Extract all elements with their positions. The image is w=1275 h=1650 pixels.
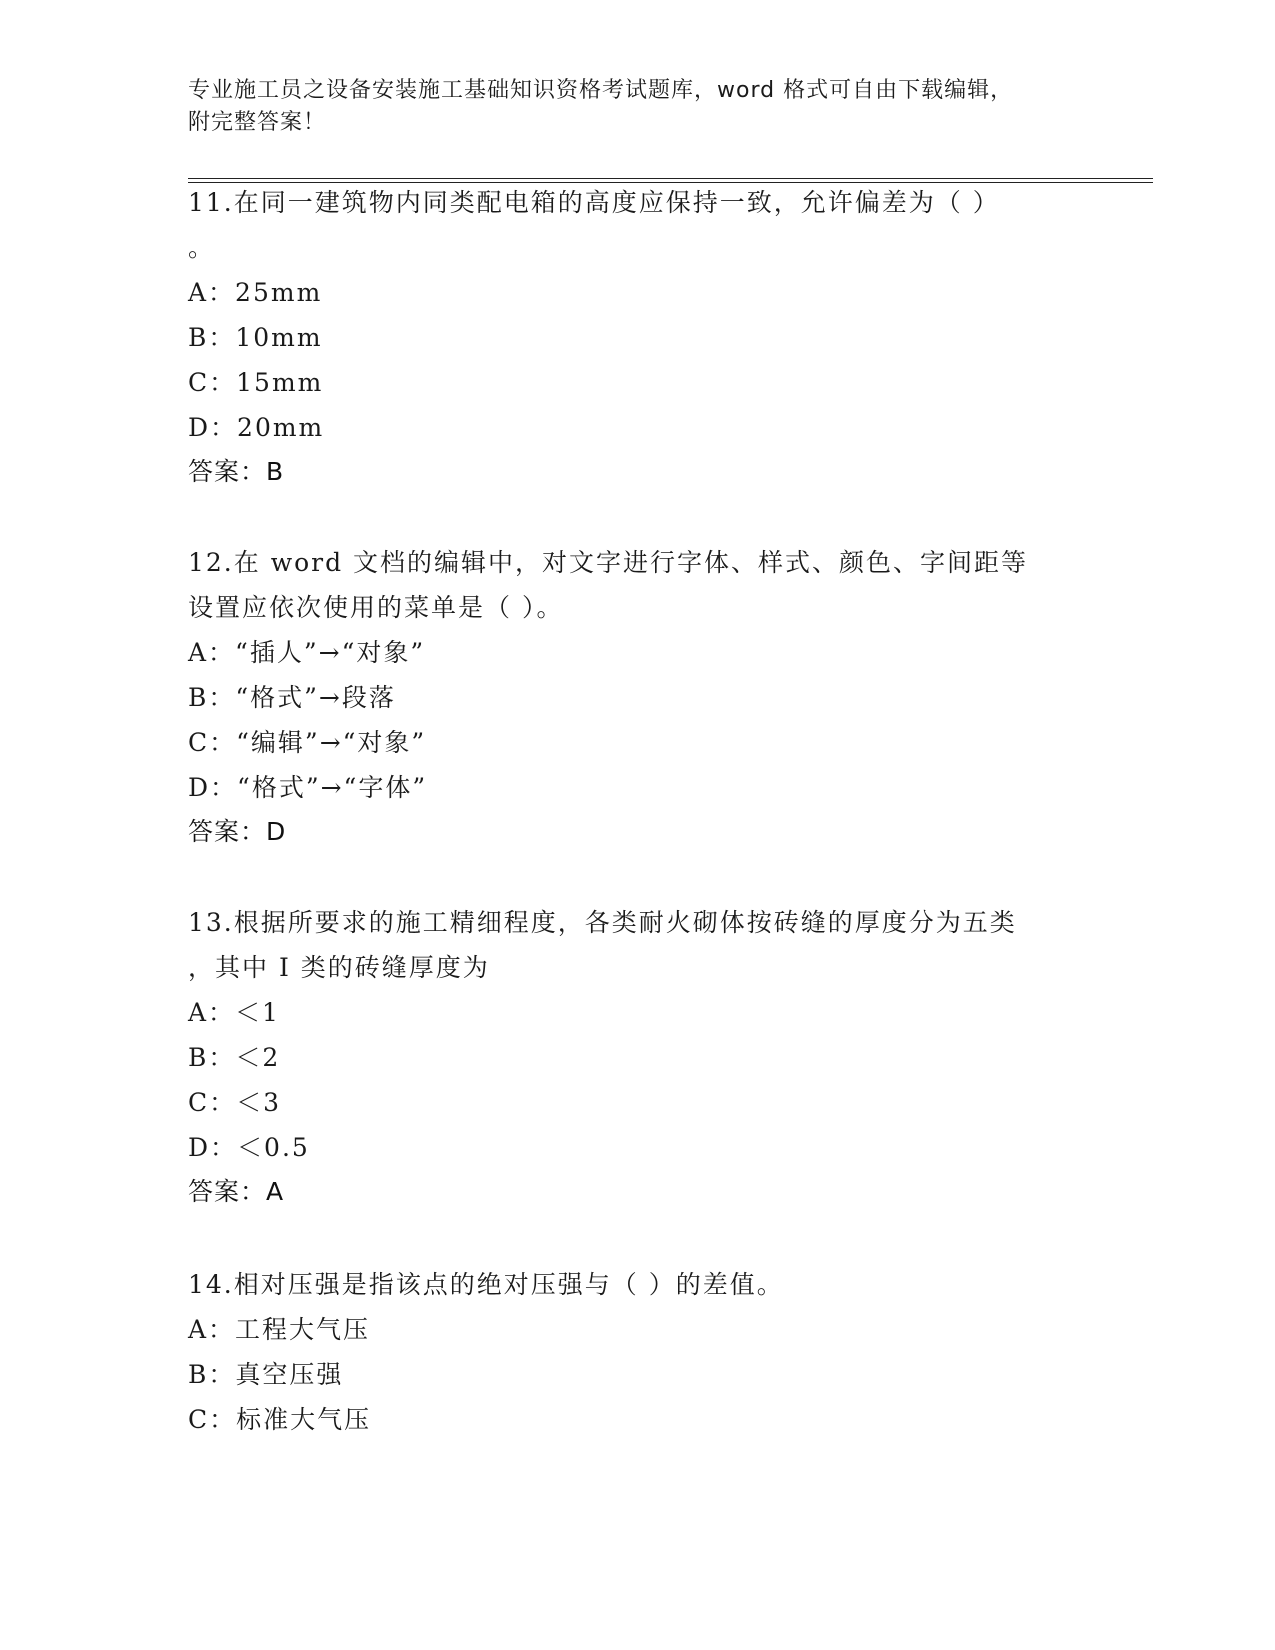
question-stem-line: 11.在同一建筑物内同类配电箱的高度应保持一致，允许偏差为（ ） [188,188,1000,217]
answer-line: 答案：A [188,1177,285,1206]
question-13 [188,900,1088,1214]
option-a: A：工程大气压 [188,1315,371,1344]
option-b: B：＜2 [188,1043,281,1072]
option-b: B：10mm [188,323,323,352]
question-stem-line: 设置应依次使用的菜单是（ ）。 [188,593,564,622]
question-12 [188,540,1088,854]
question-14 [188,1262,1088,1442]
option-a: A：＜1 [188,998,280,1027]
option-b: B：“格式”→段落 [188,683,396,712]
header-line-1: 专业施工员之设备安装施工基础知识资格考试题库，word 格式可自由下载编辑， [188,78,1014,103]
option-c: C：标准大气压 [188,1405,372,1434]
answer-line: 答案：D [188,817,287,846]
option-a: A：“插人”→“对象” [188,638,426,667]
question-stem-line: 。 [188,233,216,262]
option-d: D：“格式”→“字体” [188,773,428,802]
question-11 [188,180,1088,494]
option-c: C：15mm [188,368,324,397]
header-divider-top [188,178,1153,179]
document-header [188,75,1088,139]
option-c: C：＜3 [188,1088,282,1117]
option-c: C：“编辑”→“对象” [188,728,427,757]
header-line-2: 附完整答案！ [188,110,327,135]
question-stem-line: 14.相对压强是指该点的绝对压强与（ ）的差值。 [188,1270,784,1299]
question-stem-line: 13.根据所要求的施工精细程度，各类耐火砌体按砖缝的厚度分为五类 [188,908,1017,937]
option-b: B：真空压强 [188,1360,344,1389]
question-stem-line: ，其中 I 类的砖缝厚度为 [188,953,490,982]
option-d: D：＜0.5 [188,1133,310,1162]
option-d: D：20mm [188,413,325,442]
answer-line: 答案：B [188,457,285,486]
question-stem-line: 12.在 word 文档的编辑中，对文字进行字体、样式、颜色、字间距等 [188,548,1029,577]
option-a: A：25mm [188,278,323,307]
